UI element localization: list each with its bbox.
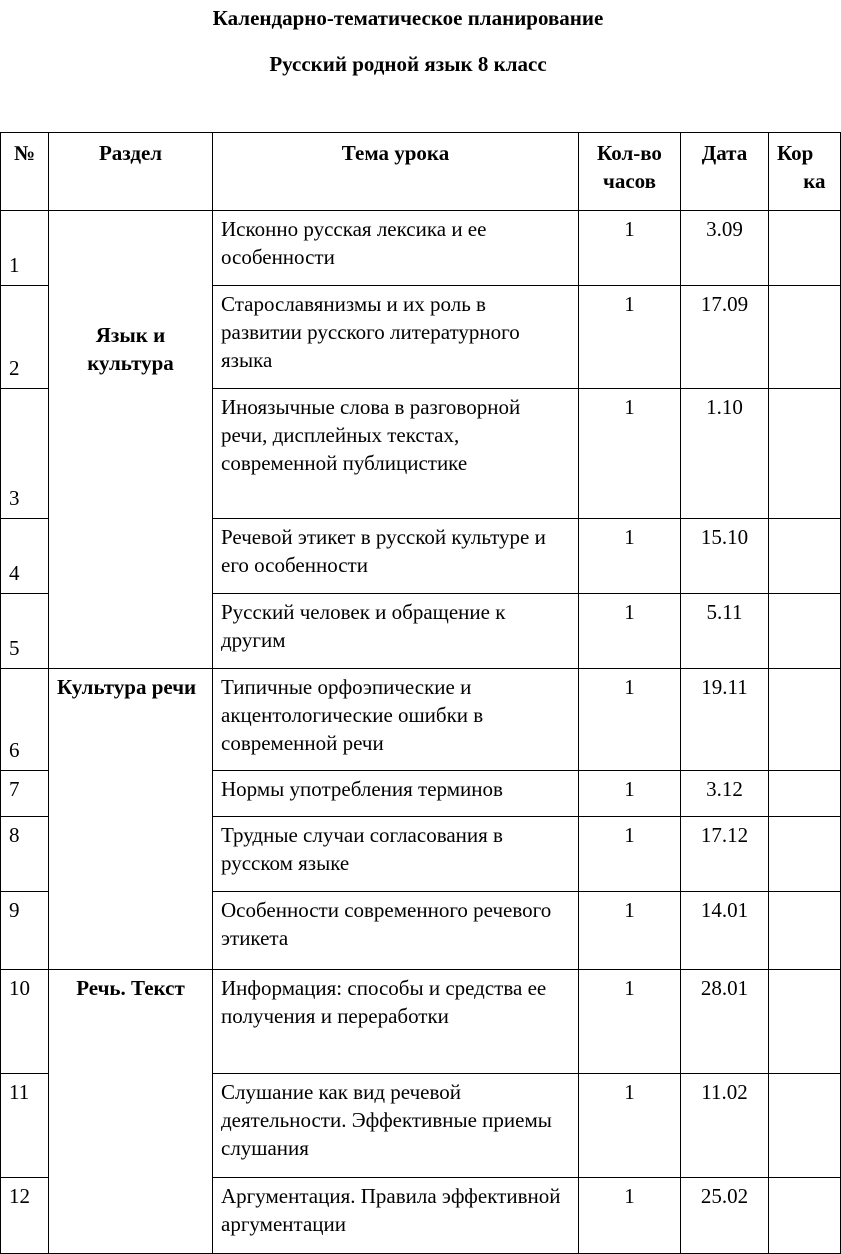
row-hours: 1 [579, 817, 681, 892]
row-number: 5 [1, 594, 49, 669]
row-date: 3.09 [681, 211, 769, 286]
row-number: 10 [1, 970, 49, 1074]
row-topic: Иноязычные слова в разговорной речи, дисплейных текстах, современной публицистике [213, 389, 579, 519]
lesson-table [0, 132, 841, 1254]
row-correction [769, 389, 841, 519]
row-number: 12 [1, 1178, 49, 1254]
row-number: 6 [1, 669, 49, 771]
row-number: 1 [1, 211, 49, 286]
row-correction [769, 519, 841, 594]
header-section: Раздел [49, 133, 213, 211]
row-topic: Трудные случаи согласования в русском языке [213, 817, 579, 892]
row-date: 5.11 [681, 594, 769, 669]
row-correction [769, 286, 841, 389]
row-topic: Информация: способы и средства ее получения и переработки [213, 970, 579, 1074]
row-hours: 1 [579, 892, 681, 970]
header-topic: Тема урока [213, 133, 579, 211]
row-date: 3.12 [681, 771, 769, 817]
table-header-row [1, 133, 841, 211]
row-number: 2 [1, 286, 49, 389]
row-topic: Типичные орфоэпические и акцентологические ошибки в современной речи [213, 669, 579, 771]
row-date: 25.02 [681, 1178, 769, 1254]
row-topic: Исконно русская лексика и ее особенности [213, 211, 579, 286]
row-number: 4 [1, 519, 49, 594]
page-title: Календарно-тематическое планирование [212, 6, 604, 30]
row-topic: Аргументация. Правила эффективной аргументации [213, 1178, 579, 1254]
row-topic: Русский человек и обращение к другим [213, 594, 579, 669]
table-row [1, 669, 841, 771]
row-hours: 1 [579, 970, 681, 1074]
row-number: 9 [1, 892, 49, 970]
row-topic: Речевой этикет в русской культуре и его особенности [213, 519, 579, 594]
section-cell: Язык и культура [49, 211, 213, 669]
row-date: 28.01 [681, 970, 769, 1074]
table-row [1, 970, 841, 1074]
row-date: 17.09 [681, 286, 769, 389]
row-correction [769, 970, 841, 1074]
row-date: 11.02 [681, 1074, 769, 1178]
row-number: 8 [1, 817, 49, 892]
section-cell: Культура речи [49, 669, 213, 970]
table-row [1, 211, 841, 286]
row-date: 19.11 [681, 669, 769, 771]
row-hours: 1 [579, 594, 681, 669]
row-date: 14.01 [681, 892, 769, 970]
row-hours: 1 [579, 1178, 681, 1254]
row-topic: Особенности современного речевого этикета [213, 892, 579, 970]
row-correction [769, 594, 841, 669]
row-hours: 1 [579, 519, 681, 594]
row-correction [769, 211, 841, 286]
row-date: 15.10 [681, 519, 769, 594]
header-hours: Кол-во часов [579, 133, 681, 211]
row-hours: 1 [579, 771, 681, 817]
row-number: 7 [1, 771, 49, 817]
header-number: № [1, 133, 49, 211]
row-date: 17.12 [681, 817, 769, 892]
row-number: 11 [1, 1074, 49, 1178]
row-correction [769, 817, 841, 892]
row-hours: 1 [579, 1074, 681, 1178]
row-hours: 1 [579, 286, 681, 389]
row-number: 3 [1, 389, 49, 519]
row-hours: 1 [579, 389, 681, 519]
row-hours: 1 [579, 669, 681, 771]
row-correction [769, 892, 841, 970]
page-subtitle: Русский родной язык 8 класс [269, 52, 547, 76]
row-correction [769, 1178, 841, 1254]
row-date: 1.10 [681, 389, 769, 519]
row-topic: Старославянизмы и их роль в развитии русского литературного языка [213, 286, 579, 389]
row-topic: Слушание как вид речевой деятельности. Эффективные приемы слушания [213, 1074, 579, 1178]
row-hours: 1 [579, 211, 681, 286]
header-date: Дата [681, 133, 769, 211]
header-correction: Кор ка [769, 133, 841, 211]
section-cell: Речь. Текст [49, 970, 213, 1254]
row-correction [769, 1074, 841, 1178]
row-correction [769, 771, 841, 817]
row-correction [769, 669, 841, 771]
row-topic: Нормы употребления терминов [213, 771, 579, 817]
